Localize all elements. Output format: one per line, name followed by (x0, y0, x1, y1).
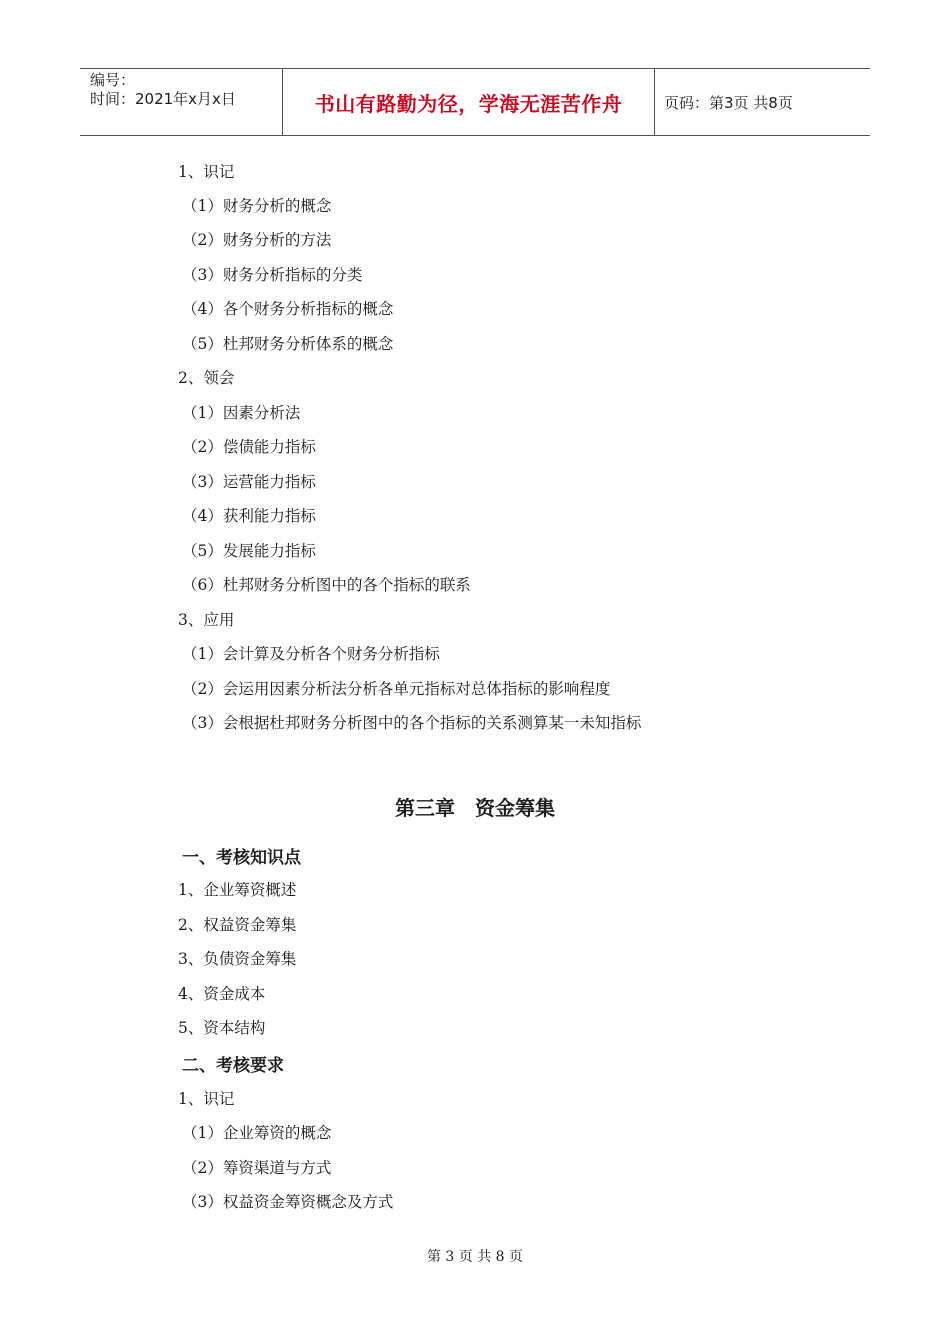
header-motto-cell (282, 69, 655, 135)
document-number-label: 编号： (90, 71, 136, 89)
list-item: （3）运营能力指标 (182, 473, 316, 491)
document-time-label: 时间：2021年x月x日 (90, 90, 236, 108)
list-item: （4）各个财务分析指标的概念 (182, 300, 394, 318)
list-item: 4、资金成本 (178, 985, 266, 1003)
list-item: （2）偿债能力指标 (182, 438, 316, 456)
list-item: （1）财务分析的概念 (182, 197, 332, 215)
page-header (80, 68, 870, 136)
page-footer: 第 3 页 共 8 页 (426, 1249, 524, 1265)
list-item: （3）会根据杜邦财务分析图中的各个指标的关系测算某一未知指标 (182, 714, 642, 732)
header-motto: 书山有路勤为径，学海无涯苦作舟 (314, 91, 623, 116)
list-item: （5）发展能力指标 (182, 542, 316, 560)
chapter-title: 第三章 资金筹集 (395, 796, 555, 820)
list-item: （2）财务分析的方法 (182, 231, 332, 249)
list-item: 1、企业筹资概述 (178, 881, 297, 899)
header-page-info: 页码：第3页 共8页 (664, 93, 793, 112)
list-item: （1）会计算及分析各个财务分析指标 (182, 645, 440, 663)
list-item: （1）因素分析法 (182, 404, 301, 422)
list-item: （4）获利能力指标 (182, 507, 316, 525)
list-item: （3）财务分析指标的分类 (182, 266, 363, 284)
list-item: 3、应用 (178, 611, 235, 629)
list-item: 5、资本结构 (178, 1019, 266, 1037)
list-item: （2）筹资渠道与方式 (182, 1159, 332, 1177)
list-item: （2）会运用因素分析法分析各单元指标对总体指标的影响程度 (182, 680, 611, 698)
section-heading: 二、考核要求 (182, 1056, 284, 1076)
list-item: 3、负债资金筹集 (178, 950, 297, 968)
header-left-cell (80, 69, 282, 135)
list-item: 1、识记 (178, 1090, 235, 1108)
list-item: （3）权益资金筹资概念及方式 (182, 1193, 394, 1211)
section-heading: 一、考核知识点 (182, 848, 301, 868)
list-item: （1）企业筹资的概念 (182, 1124, 332, 1142)
list-item: 2、权益资金筹集 (178, 916, 297, 934)
list-item: 2、领会 (178, 369, 235, 387)
list-item: （6）杜邦财务分析图中的各个指标的联系 (182, 576, 471, 594)
list-item: 1、识记 (178, 163, 235, 181)
header-page-cell (655, 69, 870, 135)
list-item: （5）杜邦财务分析体系的概念 (182, 335, 394, 353)
